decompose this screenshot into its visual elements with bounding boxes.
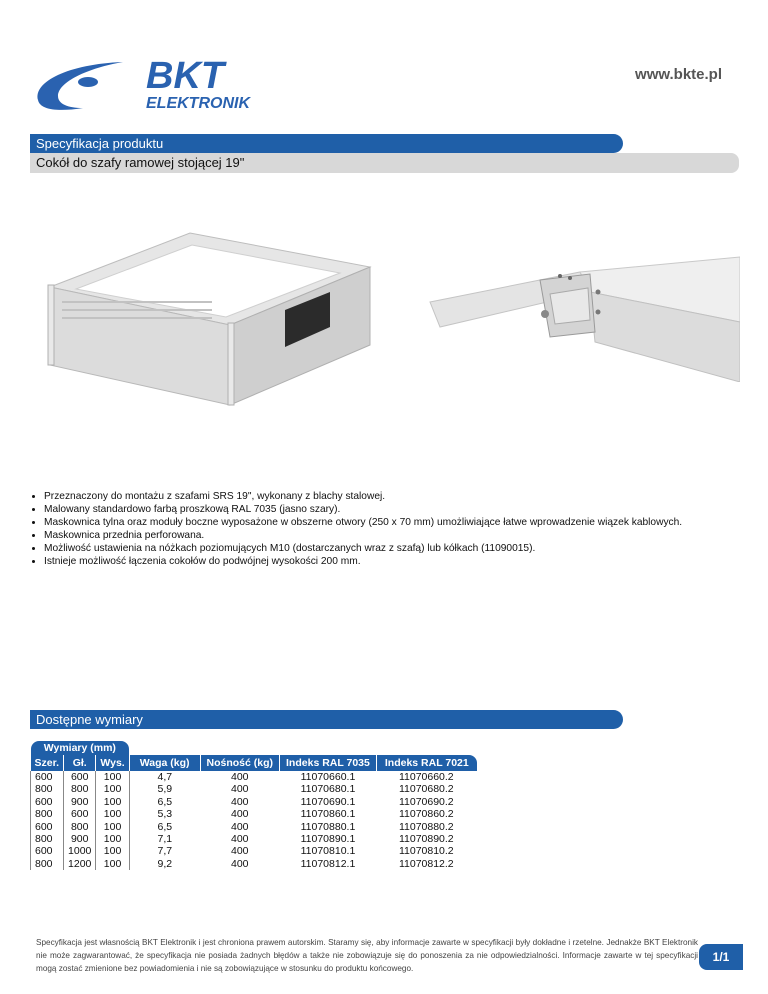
table-cell: 11070890.1 — [300, 833, 356, 846]
table-cell: 11070680.2 — [376, 783, 476, 795]
table-cell: 11070660.2 — [376, 771, 476, 783]
product-photo-corner-detail — [410, 232, 740, 382]
feature-item: • Maskownica przednia perforowana. — [44, 529, 682, 542]
table-cell: 11070812.2 — [376, 858, 476, 870]
feature-item: • Malowany standardowo farbą proszkową RAL 7035 (jasno szary). — [44, 503, 682, 516]
table-cell: 7,7 — [129, 845, 200, 857]
table-cell: 7,1 — [129, 833, 200, 845]
table-cell: 11070690.2 — [376, 796, 476, 808]
page-number-badge: 1/1 — [699, 944, 743, 970]
table-row — [31, 796, 477, 808]
col-header: Nośność (kg) — [200, 755, 280, 771]
table-cell: 6,5 — [129, 821, 200, 833]
table-cell: 100 — [96, 845, 129, 857]
table-cell: 600 — [31, 821, 64, 833]
table-cell: 800 — [31, 783, 64, 795]
feature-item: • Maskownica tylna oraz moduły boczne wyposażone w obszerne otwory (250 x 70 mm) umożliwiające łatwe wprowadzenie wiązek kablowych. — [44, 516, 682, 529]
table-cell: 400 — [230, 771, 249, 783]
table-cell: 400 — [230, 820, 249, 833]
feature-list — [30, 490, 682, 568]
table-cell: 100 — [96, 796, 129, 808]
table-cell: 900 — [64, 833, 96, 845]
table-cell: 11070810.1 — [300, 845, 356, 858]
table-cell: 11070812.1 — [300, 857, 356, 870]
table-cell: 100 — [96, 858, 129, 870]
table-cell: 5,9 — [129, 783, 200, 795]
table-cell: 5,3 — [129, 808, 200, 820]
table-cell: 11070880.1 — [300, 820, 356, 833]
table-cell: 11070860.2 — [376, 808, 476, 820]
table-row — [31, 771, 477, 783]
table-cell: 800 — [64, 783, 96, 795]
table-cell: 600 — [64, 808, 96, 820]
table-cell: 11070890.2 — [376, 833, 476, 845]
table-cell: 11070810.2 — [376, 845, 476, 857]
website-link[interactable]: www.bkte.pl — [635, 66, 722, 83]
spec-section-title: Specyfikacja produktu — [30, 134, 623, 153]
col-header: Indeks RAL 7021 — [376, 755, 476, 771]
feature-item: • Istnieje możliwość łączenia cokołów do podwójnej wysokości 200 mm. — [44, 555, 682, 568]
table-cell: 800 — [64, 821, 96, 833]
table-cell: 800 — [31, 833, 64, 845]
table-cell: 1000 — [64, 845, 96, 857]
table-cell: 600 — [64, 771, 96, 783]
dimensions-section-title: Dostępne wymiary — [30, 710, 623, 729]
dimensions-table-wrapper — [30, 741, 477, 870]
table-cell: 9,2 — [129, 858, 200, 870]
table-cell: 100 — [96, 808, 129, 820]
table-cell: 600 — [31, 796, 64, 808]
table-cell: 11070860.1 — [300, 808, 356, 821]
logo-main-text: BKT — [146, 55, 225, 97]
table-cell: 100 — [96, 771, 129, 783]
feature-item: • Przeznaczony do montażu z szafami SRS 19", wykonany z blachy stalowej. — [44, 490, 682, 503]
table-cell: 4,7 — [129, 771, 200, 783]
table-row — [31, 821, 477, 833]
table-cell: 400 — [230, 795, 249, 808]
dimensions-group-header: Wymiary (mm) — [31, 741, 130, 755]
product-photo-frame — [40, 215, 380, 415]
table-cell: 400 — [230, 857, 249, 870]
product-name: Cokół do szafy ramowej stojącej 19" — [30, 153, 739, 173]
bkt-logo — [28, 52, 328, 118]
table-row — [31, 845, 477, 857]
table-cell: 11070660.1 — [300, 771, 356, 783]
table-cell: 11070680.1 — [300, 783, 356, 796]
col-header: Szer. — [31, 755, 64, 771]
table-cell: 6,5 — [129, 796, 200, 808]
logo-sub-text: ELEKTRONIK — [146, 95, 250, 112]
table-row — [31, 808, 477, 820]
col-header: Gł. — [64, 755, 96, 771]
col-header: Waga (kg) — [129, 755, 200, 771]
table-cell: 11070880.2 — [376, 821, 476, 833]
table-cell: 100 — [96, 833, 129, 845]
footer-disclaimer: Specyfikacja jest własnością BKT Elektronik i jest chroniona prawem autorskim. Staramy się, aby informacje zawarte w specyfikacji były dokładne i rzetelne. Jednakże BKT Elektronik nie może zagwarantować, że specyfikacja nie posiada żadnych błędów a także nie zobowiązuje się do ponoszenia za nie odpowiedzialności. Informacje zawarte w tej specyfikacji mogą zostać zmienione bez powiadomienia i nie są zobowiązujące w stosunku do produktu końcowego. — [36, 938, 698, 973]
table-cell: 100 — [96, 783, 129, 795]
table-cell: 400 — [230, 783, 249, 796]
table-cell: 400 — [230, 845, 249, 858]
table-cell: 400 — [230, 833, 249, 846]
col-header: Wys. — [96, 755, 129, 771]
table-cell: 600 — [31, 771, 64, 783]
table-row — [31, 833, 477, 845]
table-cell: 800 — [31, 808, 64, 820]
dimensions-table-body — [31, 771, 477, 870]
table-row — [31, 858, 477, 870]
table-cell: 600 — [31, 845, 64, 857]
table-cell: 800 — [31, 858, 64, 870]
col-header: Indeks RAL 7035 — [280, 755, 377, 771]
table-cell: 400 — [230, 808, 249, 821]
table-cell: 900 — [64, 796, 96, 808]
table-cell: 11070690.1 — [300, 795, 356, 808]
table-cell: 100 — [96, 821, 129, 833]
table-cell: 1200 — [64, 858, 96, 870]
dimensions-table — [30, 741, 477, 870]
feature-item: • Możliwość ustawienia na nóżkach poziomujących M10 (dostarczanych wraz z szafą) lub kółkach (11090015). — [44, 542, 682, 555]
table-row — [31, 783, 477, 795]
